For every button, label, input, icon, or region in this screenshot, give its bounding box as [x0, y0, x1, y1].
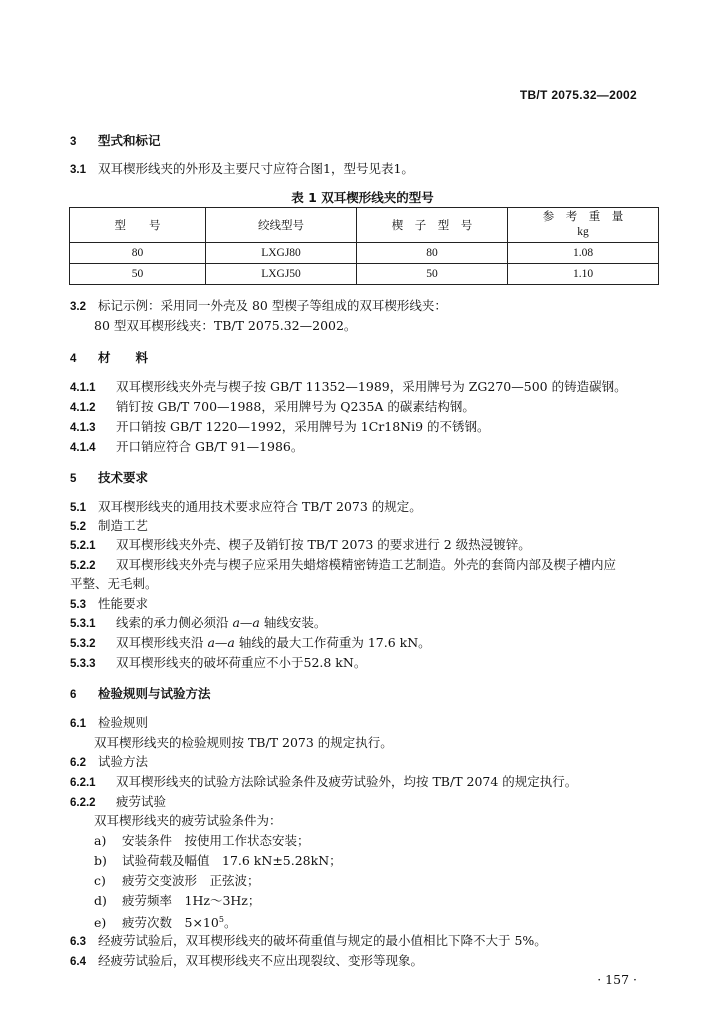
clause-6-2-1: 6.2.1 双耳楔形线夹的试验方法除试验条件及疲劳试验外，均按 TB/T 2074 的规定执行。 — [70, 774, 578, 789]
clause-6-4: 6.4 经疲劳试验后，双耳楔形线夹不应出现裂纹、变形等现象。 — [70, 953, 424, 968]
cell-weight: 1.10 — [508, 264, 659, 285]
clause-5-2-2: 5.2.2 双耳楔形线夹外壳与楔子应采用失蜡熔模精密铸造工艺制造。外壳的套筒内部及楔子槽内应 — [70, 557, 617, 572]
clause-5-2-1: 5.2.1 双耳楔形线夹外壳、楔子及销钉按 TB/T 2073 的要求进行 2 级热浸镀锌。 — [70, 537, 531, 552]
section-6-heading: 6 检验规则与试验方法 — [70, 686, 211, 701]
page-number: · 157 · — [597, 972, 637, 987]
section-5-heading: 5 技术要求 — [70, 470, 149, 485]
list-item: b) 试验荷载及幅值 17.6 kN±5.28kN； — [94, 853, 342, 868]
clause-6-2-2: 6.2.2 疲劳试验 — [70, 794, 167, 809]
header-model: 型 号 — [70, 208, 206, 243]
clause-6-1: 6.1 检验规则 — [70, 715, 149, 730]
clause-4-1-3: 4.1.3 开口销按 GB/T 1220—1992，采用牌号为 1Cr18Ni9 的不锈钢。 — [70, 419, 490, 434]
clause-3-2: 3.2 标记示例：采用同一外壳及 80 型楔子等组成的双耳楔形线夹： — [70, 298, 447, 313]
clause-4-1-1: 4.1.1 双耳楔形线夹外壳与楔子按 GB/T 11352—1989，采用牌号为 ZG270—500 的铸造碳钢。 — [70, 379, 627, 394]
cell-wedge-model: 80 — [357, 243, 508, 264]
clause-6-2-2-intro: 双耳楔形线夹的疲劳试验条件为： — [94, 813, 282, 828]
clause-5-2-2-cont: 平整、无毛刺。 — [70, 576, 158, 591]
clause-5-2: 5.2 制造工艺 — [70, 518, 149, 533]
header-wedge-model: 楔 子 型 号 — [357, 208, 508, 243]
clause-5-3-1: 5.3.1 线索的承力侧必须沿 a—a 轴线安装。 — [70, 615, 327, 630]
clause-6-1-body: 双耳楔形线夹的检验规则按 TB/T 2073 的规定执行。 — [94, 735, 393, 750]
list-item: d) 疲劳频率 1Hz～3Hz； — [94, 893, 261, 908]
cell-weight: 1.08 — [508, 243, 659, 264]
cell-model: 50 — [70, 264, 206, 285]
list-item: c) 疲劳交变波形 正弦波； — [94, 873, 260, 888]
clause-4-1-2: 4.1.2 销钉按 GB/T 700—1988，采用牌号为 Q235A 的碳素结构钢。 — [70, 399, 475, 414]
section-4-heading: 4 材 料 — [70, 350, 149, 365]
table-1 — [69, 207, 659, 285]
table-1-caption: 表 1 双耳楔形线夹的型号 — [291, 190, 434, 205]
header-strand-model: 绞线型号 — [206, 208, 357, 243]
section-3-heading: 3 型式和标记 — [70, 133, 161, 148]
clause-5-3-3: 5.3.3 双耳楔形线夹的破坏荷重应不小于52.8 kN。 — [70, 655, 367, 670]
clause-6-2: 6.2 试验方法 — [70, 754, 149, 769]
list-item: a) 安装条件 按使用工作状态安装； — [94, 833, 310, 848]
document-code-header: TB/T 2075.32—2002 — [519, 88, 637, 102]
table-header-row — [70, 208, 659, 243]
clause-5-3-2: 5.3.2 双耳楔形线夹沿 a—a 轴线的最大工作荷重为 17.6 kN。 — [70, 635, 431, 650]
list-item: e) 疲劳次数 $5\times 10^5$。 — [94, 915, 237, 931]
cell-strand-model: LXGJ50 — [206, 264, 357, 285]
table-row — [70, 243, 659, 264]
clause-5-1: 5.1 双耳楔形线夹的通用技术要求应符合 TB/T 2073 的规定。 — [70, 499, 422, 514]
header-reference-weight — [508, 208, 659, 243]
table-row — [70, 264, 659, 285]
clause-3-1: 3.1 双耳楔形线夹的外形及主要尺寸应符合图1，型号见表1。 — [70, 161, 414, 176]
clause-4-1-4: 4.1.4 开口销应符合 GB/T 91—1986。 — [70, 439, 304, 454]
clause-3-2-example: 80 型双耳楔形线夹：TB/T 2075.32—2002。 — [94, 318, 357, 333]
clause-5-3: 5.3 性能要求 — [70, 596, 149, 611]
clause-6-3: 6.3 经疲劳试验后，双耳楔形线夹的破坏荷重值与规定的最小值相比下降不大于 5%。 — [70, 933, 547, 948]
header-weight-unit: kg — [577, 226, 589, 238]
header-weight-label: 参 考 重 量 — [542, 211, 624, 223]
cell-strand-model: LXGJ80 — [206, 243, 357, 264]
cell-model: 80 — [70, 243, 206, 264]
cell-wedge-model: 50 — [357, 264, 508, 285]
